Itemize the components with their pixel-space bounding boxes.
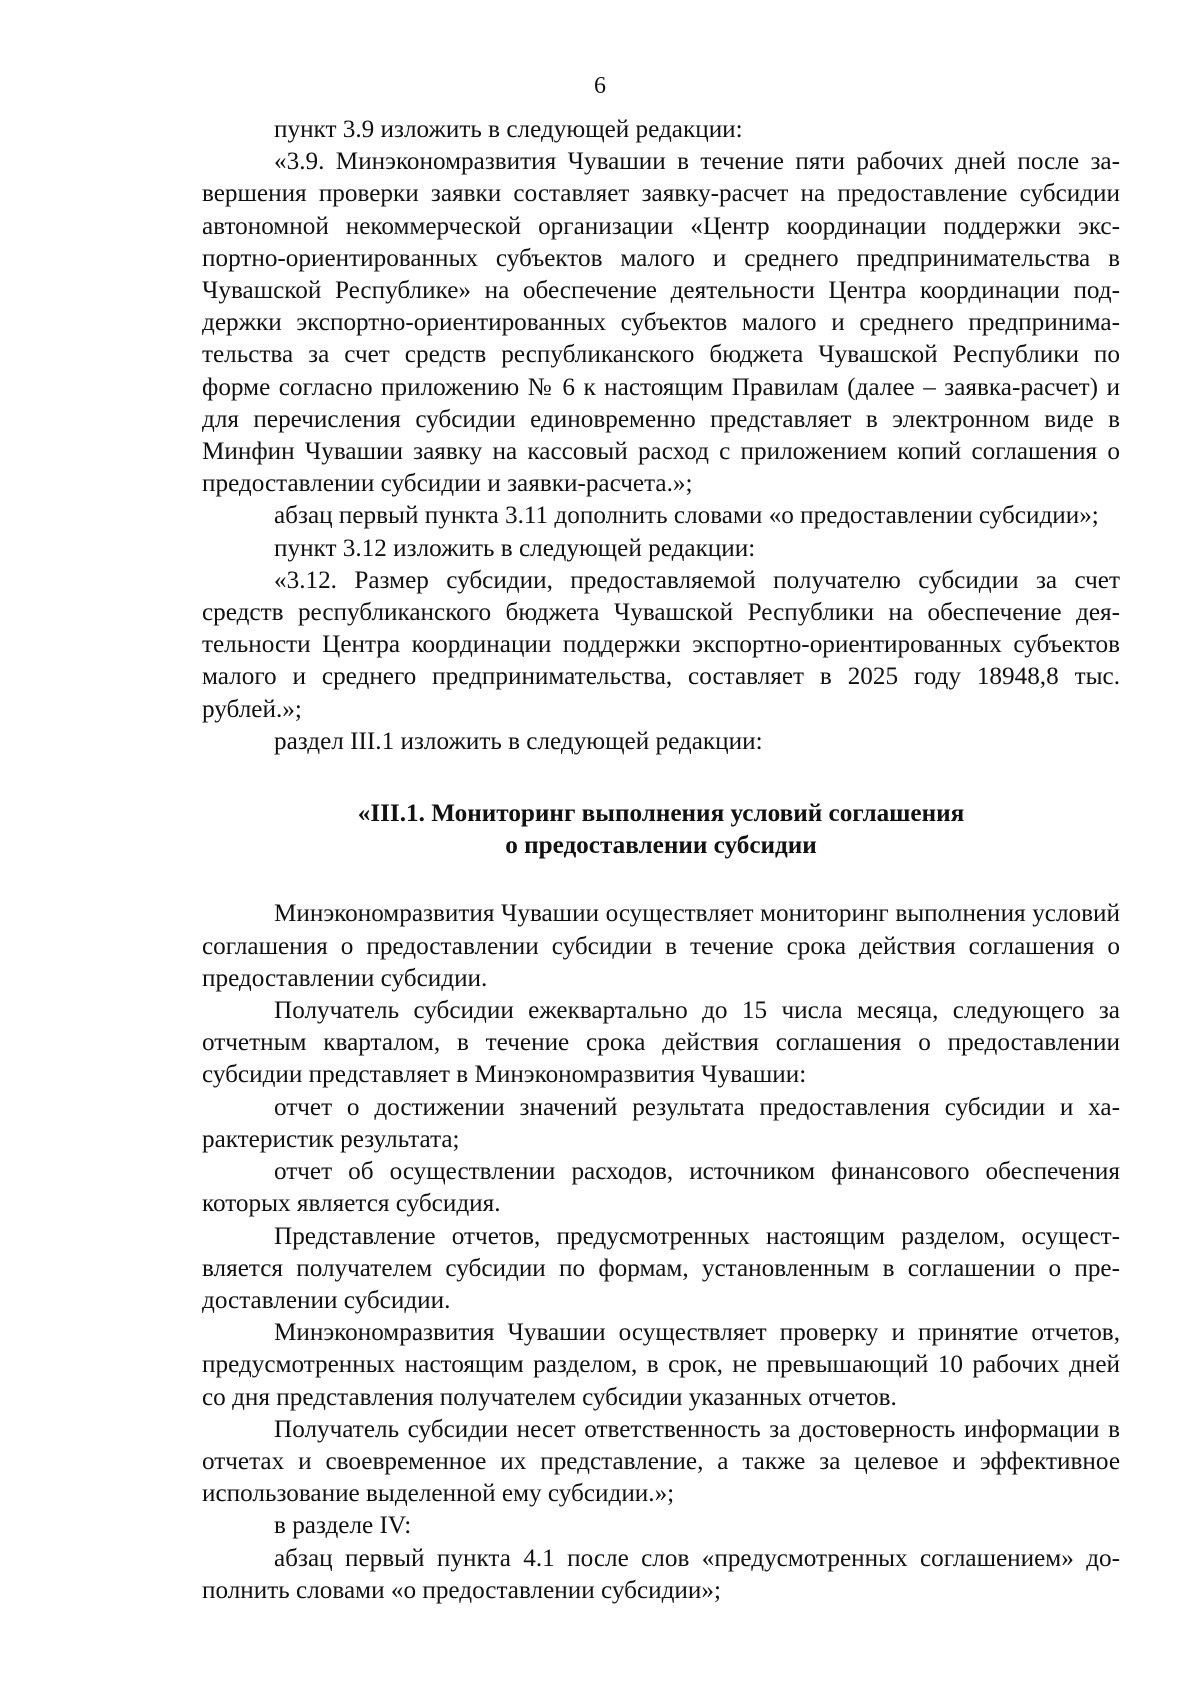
paragraph: Минэкономразвития Чувашии осуществляет проверку и принятие отчетов, предусмотренных настоящим разделом, в срок, не превышающий 10 рабочих дней со дня представления получателем субсидии указанных отчетов.: [202, 1319, 1120, 1411]
paragraph: пункт 3.9 изложить в следующей редакции:: [274, 116, 743, 143]
paragraph: отчет об осуществлении расходов, источником финансового обеспечения которых является субсидия.: [202, 1158, 1120, 1218]
document-body: [202, 114, 1120, 1607]
page-number: 6: [594, 73, 606, 99]
paragraph: Минэкономразвития Чувашии осуществляет мониторинг выполнения условий соглашения о предоставлении субсидии в течение срока действия соглашения о предоставлении субсидии.: [202, 900, 1120, 992]
paragraph: раздел III.1 изложить в следующей редакции:: [274, 727, 763, 755]
paragraph: Получатель субсидии несет ответственность за достоверность информации в отчетах и своевременное их представление, а также за целевое и эффективное использование выделенной ему субсидии.»;: [202, 1415, 1120, 1508]
spacer: [202, 862, 1120, 898]
section-heading-line: о предоставлении субсидии: [505, 832, 817, 860]
paragraph: абзац первый пункта 3.11 дополнить словами «о предоставлении субсидии»;: [274, 502, 1099, 530]
section-heading-line: «III.1. Мониторинг выполнения условий соглашения: [357, 800, 965, 828]
section-heading: [202, 798, 1120, 862]
paragraph: «3.9. Минэкономразвития Чувашии в течение пяти рабочих дней после завершения проверки заявки составляет заявку-расчет на предоставление субсидии автономной некоммерческой организации «Центр координации поддержки экспортно-ориентированных субъектов малого и среднего предпринимательства в Чувашской Республике» на обеспечение деятельности Центра координации поддержки экспортно-ориентированных субъектов малого и среднего предпринимательства за счет средств республиканского бюджета Чувашской Республики по форме согласно приложению № 6 к настоящим Правилам (далее – заявка-расчет) и для перечисления субсидии единовременно представляет в электронном виде в Минфин Чувашии заявку на кассовый расход с приложением копий соглашения о предоставлении субсидии и заявки-расчета.»;: [202, 148, 1120, 498]
paragraph: пункт 3.12 изложить в следующей редакции:: [274, 534, 756, 562]
paragraph: «3.12. Размер субсидии, предоставляемой получателю субсидии за счет средств республиканского бюджета Чувашской Республики на обеспечение деятельности Центра координации поддержки экспортно-ориентированных субъектов малого и среднего предпринимательства, составляет в 2025 году 18948,8 тыс. рублей.»;: [202, 566, 1120, 723]
paragraph: отчет о достижении значений результата предоставления субсидии и характеристик результата;: [202, 1093, 1120, 1153]
spacer: [202, 758, 1120, 798]
paragraph: Представление отчетов, предусмотренных настоящим разделом, осуществляется получателем субсидии по формам, установленным в соглашении о предоставлении субсидии.: [202, 1222, 1120, 1314]
paragraph: Получатель субсидии ежеквартально до 15 числа месяца, следующего за отчетным кварталом, в течение срока действия соглашения о предоставлении субсидии представляет в Минэкономразвития Чувашии:: [202, 997, 1120, 1089]
paragraph: в разделе IV:: [274, 1512, 412, 1540]
paragraph: абзац первый пункта 4.1 после слов «предусмотренных соглашением» дополнить словами «о предоставлении субсидии»;: [202, 1544, 1120, 1604]
